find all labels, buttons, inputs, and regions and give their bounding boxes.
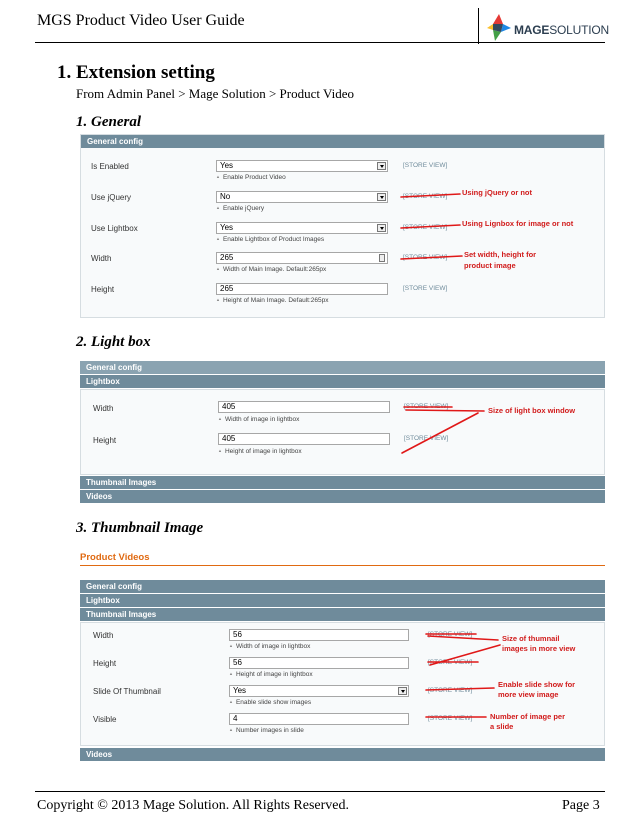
slide-thumbnail-select[interactable]: Yes [229, 685, 409, 697]
width-scope: [STORE VIEW] [403, 254, 448, 261]
lightbox-height-input[interactable]: 405 [218, 433, 390, 445]
thumb-width-label: Width [93, 631, 114, 640]
lightbox-heading: 2. Light box [76, 334, 151, 350]
height-note: ▲ Height of Main Image. Default:265px [216, 297, 328, 304]
chevron-down-icon[interactable] [398, 687, 407, 695]
header-rule [35, 42, 605, 43]
annotation-visible-2: a slide [490, 722, 514, 731]
slide-thumbnail-scope: [STORE VIEW] [428, 687, 473, 694]
is-enabled-scope: [STORE VIEW] [403, 162, 448, 169]
use-lightbox-scope: [STORE VIEW] [403, 224, 448, 231]
visible-scope: [STORE VIEW] [428, 715, 473, 722]
thumbnail-config-panel [80, 580, 605, 762]
annotation-size-line2: product image [464, 261, 516, 270]
videos-bar[interactable]: Videos [80, 748, 605, 761]
title-underline [80, 565, 605, 566]
page-number: Page 3 [562, 798, 600, 813]
header-divider [478, 8, 479, 44]
lightbox-bar[interactable]: Lightbox [80, 594, 605, 607]
lightbox-height-note: ▲ Height of image in lightbox [218, 448, 302, 455]
product-videos-title: Product Videos [80, 552, 150, 563]
annotation-slide-1: Enable slide show for [498, 680, 576, 689]
admin-path: From Admin Panel > Mage Solution > Product Video [76, 86, 354, 101]
thumb-width-input[interactable]: 56 [229, 629, 409, 641]
is-enabled-label: Is Enabled [91, 162, 129, 171]
lightbox-config-panel [80, 361, 605, 505]
annotation-thumb-size-2: images in more view [502, 644, 576, 653]
thumb-height-label: Height [93, 659, 117, 668]
thumbnail-images-bar[interactable]: Thumbnail Images [80, 476, 605, 489]
mage-solution-logo [486, 12, 626, 44]
lightbox-width-label: Width [93, 404, 114, 413]
lightbox-height-label: Height [93, 436, 117, 445]
slide-thumbnail-note: ▲ Enable slide show images [229, 699, 311, 706]
visible-label: Visible [93, 715, 117, 724]
width-input[interactable]: 265 [216, 252, 388, 264]
width-note: ▲ Width of Main Image. Default:265px [216, 266, 326, 273]
lightbox-bar[interactable]: Lightbox [80, 375, 605, 388]
document-title: MGS Product Video User Guide [37, 12, 245, 29]
annotation-jquery: Using jQuery or not [462, 188, 533, 197]
thumb-width-scope: [STORE VIEW] [428, 631, 473, 638]
copyright: Copyright © 2013 Mage Solution. All Rights Reserved. [37, 798, 350, 813]
spinner-icon[interactable] [379, 254, 385, 262]
lightbox-fields [80, 389, 605, 475]
use-jquery-label: Use jQuery [91, 193, 132, 202]
is-enabled-select[interactable]: Yes [216, 160, 388, 172]
use-jquery-scope: [STORE VIEW] [403, 193, 448, 200]
lightbox-height-scope: [STORE VIEW] [404, 435, 449, 442]
thumb-width-note: ▲ Width of image in lightbox [229, 643, 310, 650]
logo-star-icon [486, 12, 512, 42]
thumb-height-note: ▲ Height of image in lightbox [229, 671, 313, 678]
height-scope: [STORE VIEW] [403, 285, 448, 292]
height-label: Height [91, 285, 115, 294]
use-jquery-select[interactable]: No [216, 191, 388, 203]
general-config-bar[interactable]: General config [80, 580, 605, 593]
slide-thumbnail-label: Slide Of Thumbnail [93, 687, 161, 696]
height-input[interactable]: 265 [216, 283, 388, 295]
thumbnail-images-bar[interactable]: Thumbnail Images [80, 608, 605, 621]
general-config-bar[interactable]: General config [80, 361, 605, 374]
annotation-lightbox-size: Size of light box window [488, 406, 576, 415]
width-label: Width [91, 254, 112, 263]
thumbnail-heading: 3. Thumbnail Image [76, 520, 204, 536]
visible-note: ▲ Number images in slide [229, 727, 304, 734]
chevron-down-icon[interactable] [377, 193, 386, 201]
videos-bar[interactable]: Videos [80, 490, 605, 503]
general-config-bar[interactable]: General config [81, 135, 604, 148]
thumb-height-input[interactable]: 56 [229, 657, 409, 669]
is-enabled-note: ▲ Enable Product Video [216, 174, 286, 181]
annotation-lightbox: Using Lignbox for image or not [462, 219, 574, 228]
use-lightbox-note: ▲ Enable Lightbox of Product Images [216, 236, 324, 243]
general-heading: 1. General [76, 114, 141, 130]
chevron-down-icon[interactable] [377, 162, 386, 170]
annotation-thumb-size-1: Size of thumnail [502, 634, 560, 643]
chevron-down-icon[interactable] [377, 224, 386, 232]
logo-text: MAGESOLUTION [514, 23, 609, 37]
lightbox-width-note: ▲ Width of image in lightbox [218, 416, 299, 423]
annotation-size-line1: Set width, height for [464, 250, 537, 259]
use-lightbox-label: Use Lightbox [91, 224, 138, 233]
footer-rule [35, 791, 605, 792]
visible-input[interactable]: 4 [229, 713, 409, 725]
thumb-height-scope: [STORE VIEW] [428, 659, 473, 666]
section-title: 1. Extension setting [57, 62, 215, 83]
annotation-slide-2: more view image [498, 690, 559, 699]
lightbox-width-scope: [STORE VIEW] [404, 403, 449, 410]
annotation-visible-1: Number of image per [490, 712, 566, 721]
use-lightbox-select[interactable]: Yes [216, 222, 388, 234]
lightbox-width-input[interactable]: 405 [218, 401, 390, 413]
use-jquery-note: ▲ Enable jQuery [216, 205, 264, 212]
